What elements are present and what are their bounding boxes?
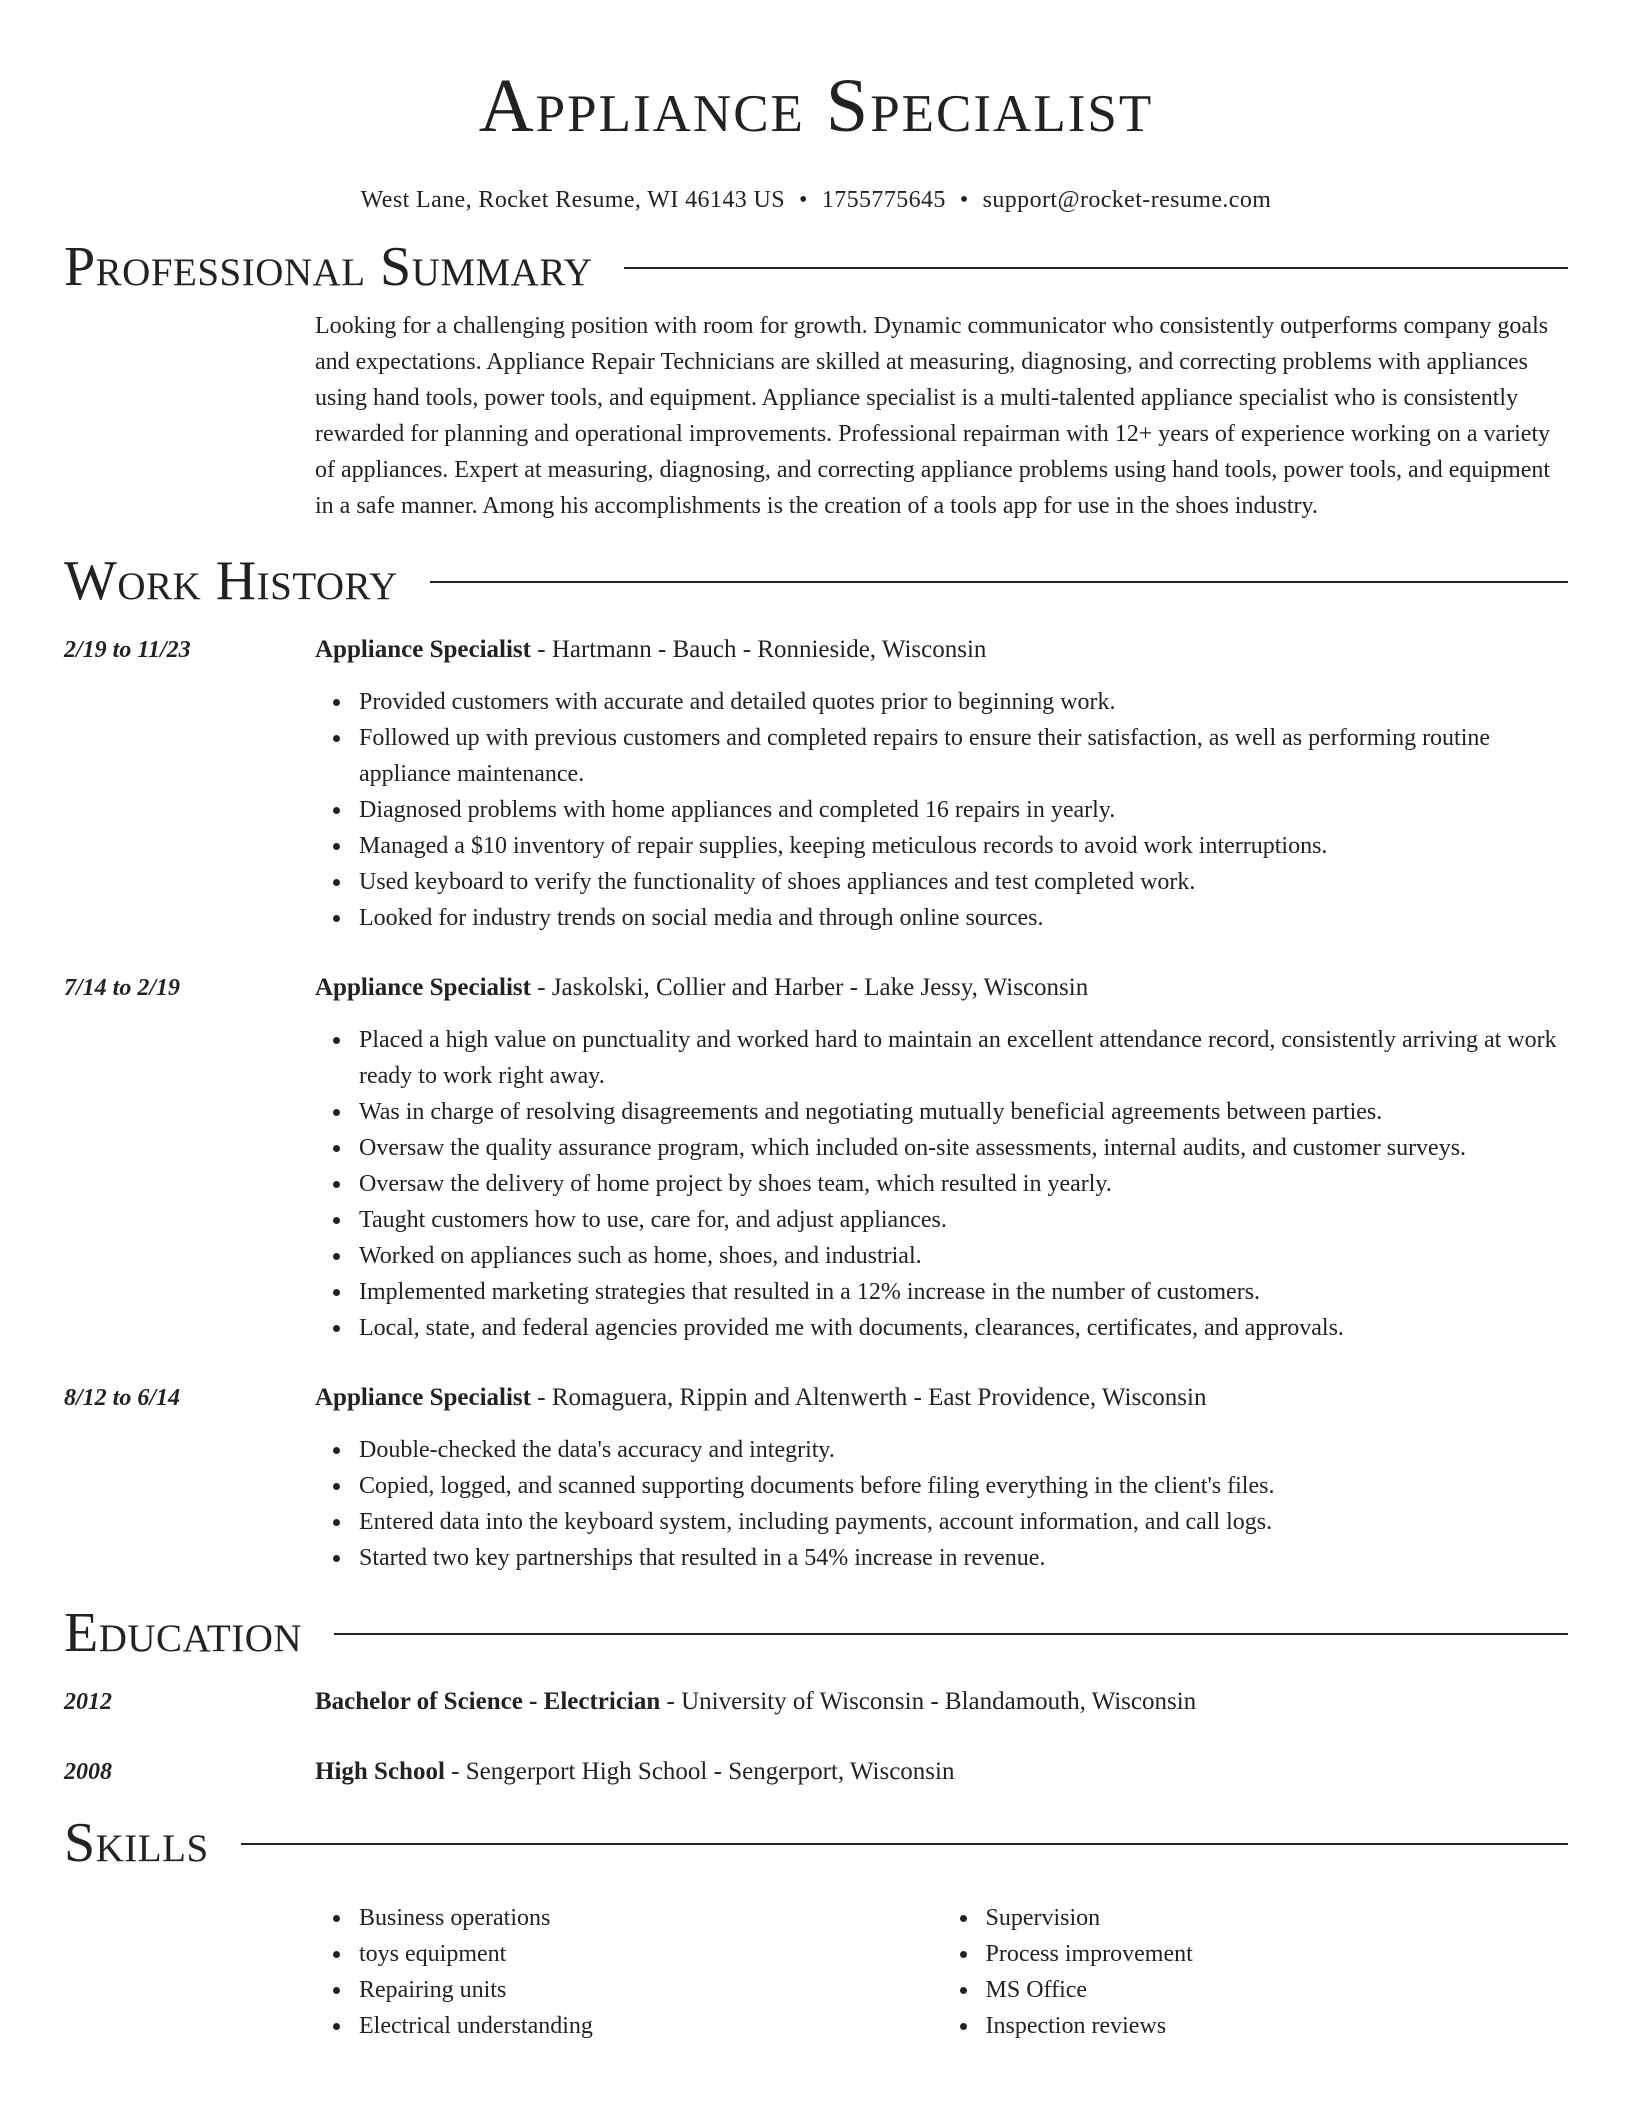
education-details: - Sengerport High School - Sengerport, Wisconsin bbox=[444, 1758, 955, 1785]
contact-email: support@rocket-resume.com bbox=[982, 187, 1272, 213]
skill-item: MS Office bbox=[986, 1972, 1569, 2008]
section-divider bbox=[430, 581, 1568, 583]
summary-section-header bbox=[64, 234, 1568, 300]
education-section-title: Education bbox=[64, 1602, 303, 1664]
work-section-header bbox=[64, 548, 1568, 614]
education-degree: High School bbox=[315, 1758, 445, 1785]
summary-left-spacer bbox=[64, 308, 315, 524]
education-year: 2008 bbox=[64, 1759, 112, 1785]
job-bullet: Looked for industry trends on social media and through online sources. bbox=[359, 900, 1568, 936]
job-bullet: Was in charge of resolving disagreements and negotiating mutually beneficial agreements between parties. bbox=[359, 1094, 1568, 1130]
skill-item: Repairing units bbox=[359, 1972, 942, 2008]
skill-item: Inspection reviews bbox=[986, 2008, 1569, 2044]
skill-item: Electrical understanding bbox=[359, 2008, 942, 2044]
skill-item: Supervision bbox=[986, 1900, 1569, 1936]
education-heading bbox=[315, 1684, 1568, 1720]
job-bullet: Worked on appliances such as home, shoes, and industrial. bbox=[359, 1238, 1568, 1274]
skills-section-header bbox=[64, 1810, 1568, 1876]
job-bullet-list bbox=[315, 684, 1568, 936]
job-bullet-list bbox=[315, 1022, 1568, 1346]
education-details: - University of Wisconsin - Blandamouth, Wisconsin bbox=[660, 1688, 1197, 1715]
skills-section-title: Skills bbox=[64, 1812, 209, 1874]
job-bullet: Copied, logged, and scanned supporting documents before filing everything in the client's files. bbox=[359, 1468, 1568, 1504]
education-heading bbox=[315, 1754, 1568, 1790]
job-bullet: Started two key partnerships that resulted in a 54% increase in revenue. bbox=[359, 1540, 1568, 1576]
job-body bbox=[315, 1380, 1568, 1576]
education-year: 2012 bbox=[64, 1689, 112, 1715]
job-bullet: Managed a $10 inventory of repair supplies, keeping meticulous records to avoid work interruptions. bbox=[359, 828, 1568, 864]
skill-item: Business operations bbox=[359, 1900, 942, 1936]
job-dates: 2/19 to 11/23 bbox=[64, 637, 191, 663]
job-body bbox=[315, 632, 1568, 936]
contact-separator: • bbox=[799, 187, 808, 213]
job-heading bbox=[315, 970, 1568, 1006]
education-entry bbox=[64, 1684, 1568, 1720]
skills-left-spacer bbox=[64, 1900, 315, 2044]
job-bullet: Oversaw the delivery of home project by shoes team, which resulted in yearly. bbox=[359, 1166, 1568, 1202]
education-degree: Bachelor of Science - Electrician bbox=[315, 1688, 661, 1715]
job-role: Appliance Specialist bbox=[315, 1384, 531, 1411]
contact-line bbox=[64, 184, 1568, 216]
education-section-header bbox=[64, 1600, 1568, 1666]
contact-address: West Lane, Rocket Resume, WI 46143 US bbox=[360, 187, 786, 213]
job-bullet: Taught customers how to use, care for, and adjust appliances. bbox=[359, 1202, 1568, 1238]
skill-item: Process improvement bbox=[986, 1936, 1569, 1972]
job-bullet: Entered data into the keyboard system, including payments, account information, and call logs. bbox=[359, 1504, 1568, 1540]
contact-phone: 1755775645 bbox=[821, 187, 946, 213]
job-bullet-list bbox=[315, 1432, 1568, 1576]
job-bullet: Placed a high value on punctuality and worked hard to maintain an excellent attendance record, consistently arriving at work ready to work right away. bbox=[359, 1022, 1568, 1094]
job-heading bbox=[315, 632, 1568, 668]
skills-list-left bbox=[315, 1900, 942, 2044]
job-entry bbox=[64, 970, 1568, 1346]
summary-section-title: Professional Summary bbox=[64, 236, 593, 298]
job-details: - Romaguera, Rippin and Altenwerth - East Providence, Wisconsin bbox=[531, 1384, 1207, 1411]
job-entry bbox=[64, 1380, 1568, 1576]
education-entry bbox=[64, 1754, 1568, 1790]
section-divider bbox=[334, 1633, 1568, 1635]
resume-name: Appliance Specialist bbox=[478, 64, 1154, 148]
skill-item: toys equipment bbox=[359, 1936, 942, 1972]
job-bullet: Implemented marketing strategies that resulted in a 12% increase in the number of customers. bbox=[359, 1274, 1568, 1310]
job-role: Appliance Specialist bbox=[315, 636, 531, 663]
skills-grid bbox=[64, 1900, 1568, 2044]
job-bullet: Used keyboard to verify the functionality of shoes appliances and test completed work. bbox=[359, 864, 1568, 900]
summary-row bbox=[64, 308, 1568, 524]
section-divider bbox=[624, 267, 1568, 269]
job-bullet: Followed up with previous customers and completed repairs to ensure their satisfaction, as well as performing routine appliance maintenance. bbox=[359, 720, 1568, 792]
job-details: - Hartmann - Bauch - Ronnieside, Wisconsin bbox=[531, 636, 987, 663]
job-bullet: Local, state, and federal agencies provided me with documents, clearances, certificates, and approvals. bbox=[359, 1310, 1568, 1346]
contact-separator: • bbox=[959, 187, 969, 213]
job-bullet: Diagnosed problems with home appliances and completed 16 repairs in yearly. bbox=[359, 792, 1568, 828]
section-divider bbox=[241, 1843, 1568, 1845]
job-bullet: Oversaw the quality assurance program, which included on-site assessments, internal audits, and customer surveys. bbox=[359, 1130, 1568, 1166]
job-details: - Jaskolski, Collier and Harber - Lake Jessy, Wisconsin bbox=[531, 974, 1089, 1001]
job-bullet: Provided customers with accurate and detailed quotes prior to beginning work. bbox=[359, 684, 1568, 720]
summary-text: Looking for a challenging position with room for growth. Dynamic communicator who consistently outperforms company goals and expectations. Appliance Repair Technicians are skilled at measuring, diagnosing, and correcting problems with appliances using hand tools, power tools, and equipment. Appliance specialist is a multi-talented appliance specialist who is consistently rewarded for planning and operational improvements. Professional repairman with 12+ years of experience working on a variety of appliances. Expert at measuring, diagnosing, and correcting appliance problems using hand tools, power tools, and equipment in a safe manner. Among his accomplishments is the creation of a tools app for use in the shoes industry. bbox=[315, 313, 1551, 519]
skills-list-right bbox=[942, 1900, 1569, 2044]
job-entry bbox=[64, 632, 1568, 936]
job-bullet: Double-checked the data's accuracy and integrity. bbox=[359, 1432, 1568, 1468]
job-dates: 8/12 to 6/14 bbox=[64, 1385, 181, 1411]
job-body bbox=[315, 970, 1568, 1346]
work-section-title: Work History bbox=[64, 550, 398, 612]
job-heading bbox=[315, 1380, 1568, 1416]
job-role: Appliance Specialist bbox=[315, 974, 531, 1001]
job-dates: 7/14 to 2/19 bbox=[64, 975, 181, 1001]
